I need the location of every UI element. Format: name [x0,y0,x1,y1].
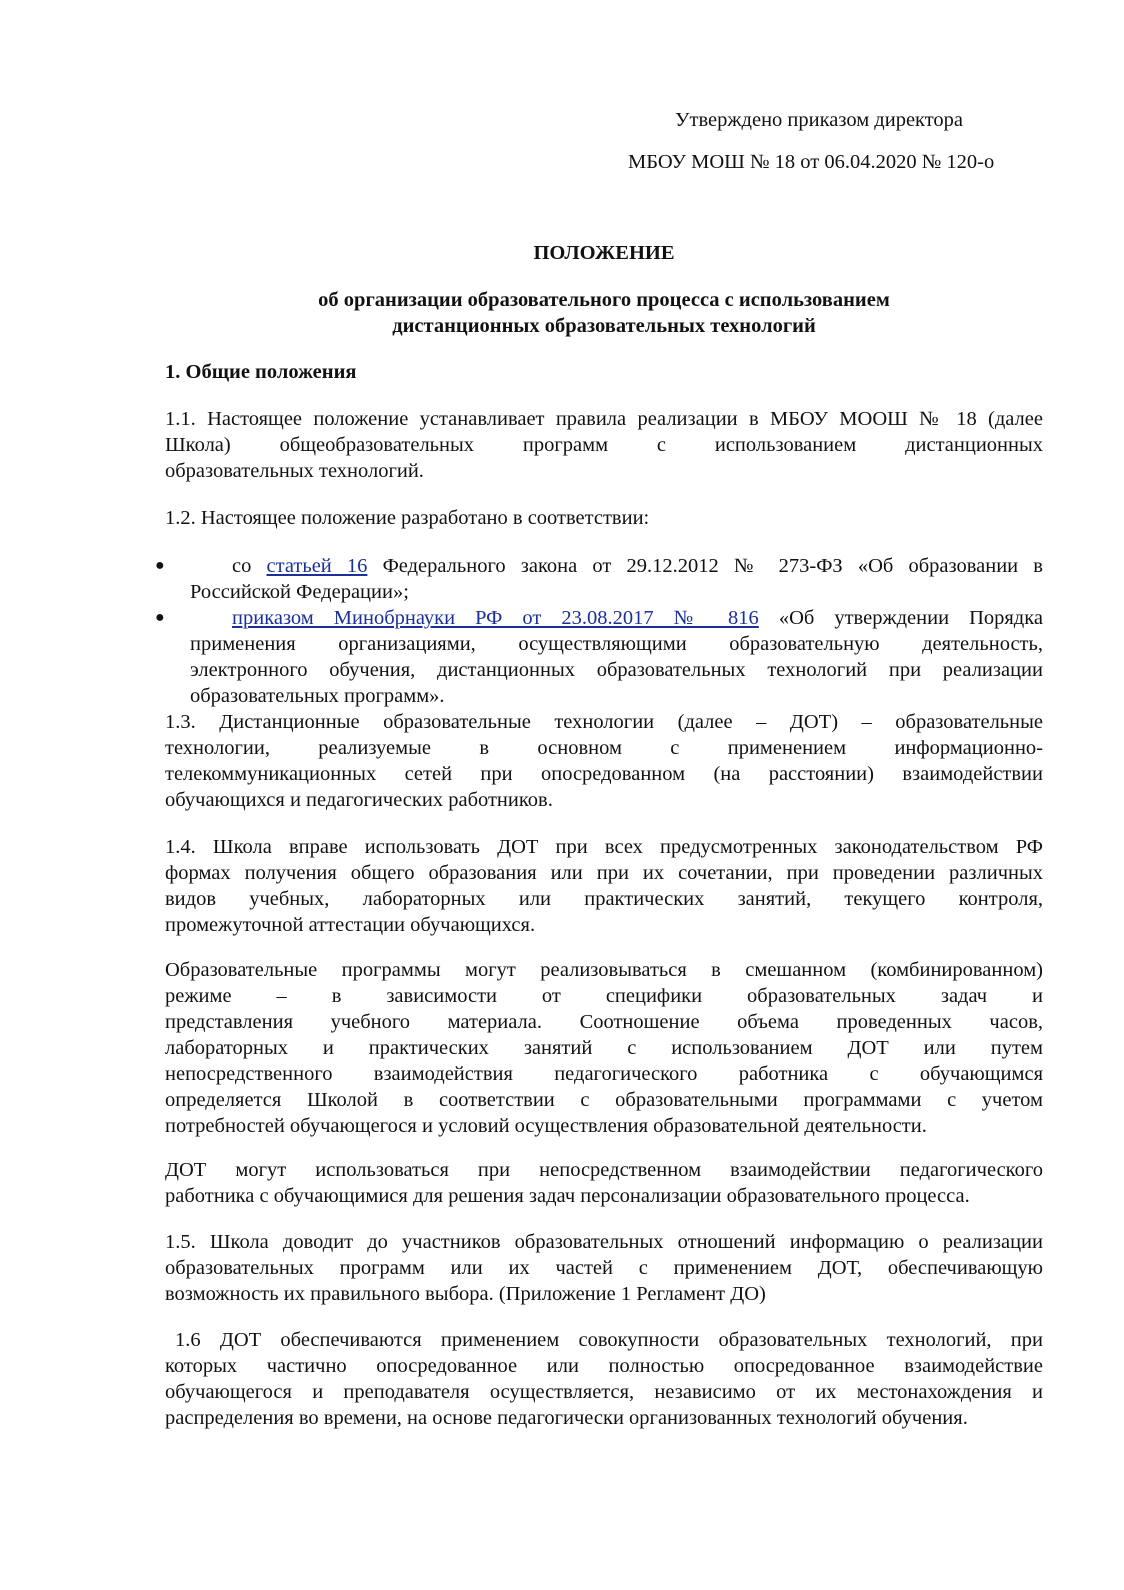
bullet-icon: ● [155,609,165,626]
document-link[interactable]: статьей 16 [266,555,368,577]
text-segment: формах получения общего образования или при их сочетании, при проведении различных [165,862,1043,884]
text-line [165,1353,1043,1379]
text-line [165,1327,1043,1353]
text-segment: лабораторных и практических занятий с использованием ДОТ или путем [165,1037,1043,1059]
text-line [165,1183,1043,1209]
text-line [165,983,1043,1009]
text-line [190,657,1043,683]
paragraph-1-5 [165,1229,1043,1307]
text-segment: ДОТ могут использоваться при непосредственном взаимодействии педагогического [165,1159,1043,1181]
bullet-text [190,605,1043,709]
text-segment: образовательных программ или их частей с применением ДОТ, обеспечивающую [165,1257,1043,1279]
text-segment: 1.1. Настоящее положение устанавливает правила реализации в МБОУ МООШ № 18 (далее [165,408,1043,430]
text-line [190,683,1043,709]
text-segment: Российской Федерации»; [190,581,409,603]
text-segment: электронного обучения, дистанционных образовательных технологий при реализации [190,659,1043,681]
text-segment: 1.2. Настоящее положение разработано в соответствии: [165,507,650,529]
text-line [165,1035,1043,1061]
text-segment: потребностей обучающегося и условий осуществления образовательной деятельности. [165,1115,927,1137]
document-subtitle-line-2: дистанционных образовательных технологий [392,315,816,337]
text-line [190,631,1043,657]
text-segment: обучающихся и педагогических работников. [165,789,553,811]
text-segment: 1.3. Дистанционные образовательные технологии (далее – ДОТ) – образовательные [165,711,1043,733]
text-segment: 1.6 ДОТ обеспечиваются применением совокупности образовательных технологий, при [175,1329,1043,1351]
paragraph-1-6 [165,1327,1043,1431]
text-segment: со [232,555,267,577]
paragraph-1-2 [165,505,1043,531]
text-line [165,1255,1043,1281]
text-segment: непосредственного взаимодействия педагогического работника с обучающимся [165,1063,1043,1085]
text-line [165,505,1043,531]
text-segment: возможность их правильного выбора. (Приложение 1 Регламент ДО) [165,1283,766,1305]
text-line [165,1281,1043,1307]
document-title: ПОЛОЖЕНИЕ [533,242,675,264]
bullet-item-law [155,553,1043,605]
paragraph-dot-usage [165,1157,1043,1209]
text-line [165,458,1043,484]
text-line [165,834,1043,860]
text-segment: образовательных программ». [190,685,445,707]
approval-line: Утверждено приказом директора [675,109,964,131]
text-line [190,553,1043,579]
paragraph-1-1 [165,406,1043,484]
text-segment: «Об утверждении Порядка [758,607,1043,629]
paragraph-1-3 [165,709,1043,813]
paragraph-1-4 [165,834,1043,938]
text-segment: технологии, реализуемые в основном с применением информационно- [165,737,1043,759]
text-line [165,886,1043,912]
text-line [165,1087,1043,1113]
text-segment: которых частично опосредованное или полностью опосредованное взаимодействие [165,1355,1043,1377]
text-line [165,1229,1043,1255]
text-line [165,1113,1043,1139]
text-segment: Образовательные программы могут реализовываться в смешанном (комбинированном) [165,959,1043,981]
text-line [190,579,1043,605]
text-line [165,912,1043,938]
bullet-icon: ● [155,557,165,574]
document-link[interactable]: приказом Минобрнауки РФ от 23.08.2017 № 816 [232,607,759,629]
text-segment: представления учебного материала. Соотношение объема проведенных часов, [165,1011,1043,1033]
text-line [165,957,1043,983]
text-line [165,1009,1043,1035]
text-segment: распределения во времени, на основе педагогически организованных технологий обучения. [165,1407,968,1429]
text-line [165,1405,1043,1431]
document-subtitle-line-1: об организации образовательного процесса с использованием [318,289,890,311]
text-segment: промежуточной аттестации обучающихся. [165,914,536,936]
text-line [165,406,1043,432]
text-segment: режиме – в зависимости от специфики образовательных задач и [165,985,1043,1007]
text-segment: Школа) общеобразовательных программ с использованием дистанционных [165,434,1043,456]
order-reference: МБОУ МОШ № 18 от 06.04.2020 № 120-о [628,151,995,173]
text-segment: 1.4. Школа вправе использовать ДОТ при всех предусмотренных законодательством РФ [165,836,1043,858]
text-segment: Федерального закона от 29.12.2012 № 273-ФЗ «Об образовании в [367,555,1043,577]
text-line [165,1379,1043,1405]
text-segment: видов учебных, лабораторных или практических занятий, текущего контроля, [165,888,1043,910]
section-heading: 1. Общие положения [165,361,357,383]
text-segment: 1.5. Школа доводит до участников образовательных отношений информацию о реализации [165,1231,1043,1253]
text-segment: определяется Школой в соответствии с образовательными программами с учетом [165,1089,1043,1111]
text-segment: телекоммуникационных сетей при опосредованном (на расстоянии) взаимодействии [165,763,1043,785]
text-line [165,787,1043,813]
bullet-text [190,553,1043,605]
text-segment: обучающегося и преподавателя осуществляется, независимо от их местонахождения и [165,1381,1043,1403]
paragraph-mixed-mode [165,957,1043,1139]
text-line [190,605,1043,631]
text-segment: работника с обучающимися для решения задач персонализации образовательного процесса. [165,1185,970,1207]
bullet-item-order [155,605,1043,709]
text-line [165,1061,1043,1087]
text-line [165,860,1043,886]
text-line [165,432,1043,458]
text-line [165,735,1043,761]
text-segment: применения организациями, осуществляющими образовательную деятельность, [190,633,1043,655]
text-segment: образовательных технологий. [165,460,424,482]
text-line [165,709,1043,735]
text-line [165,761,1043,787]
text-line [165,1157,1043,1183]
